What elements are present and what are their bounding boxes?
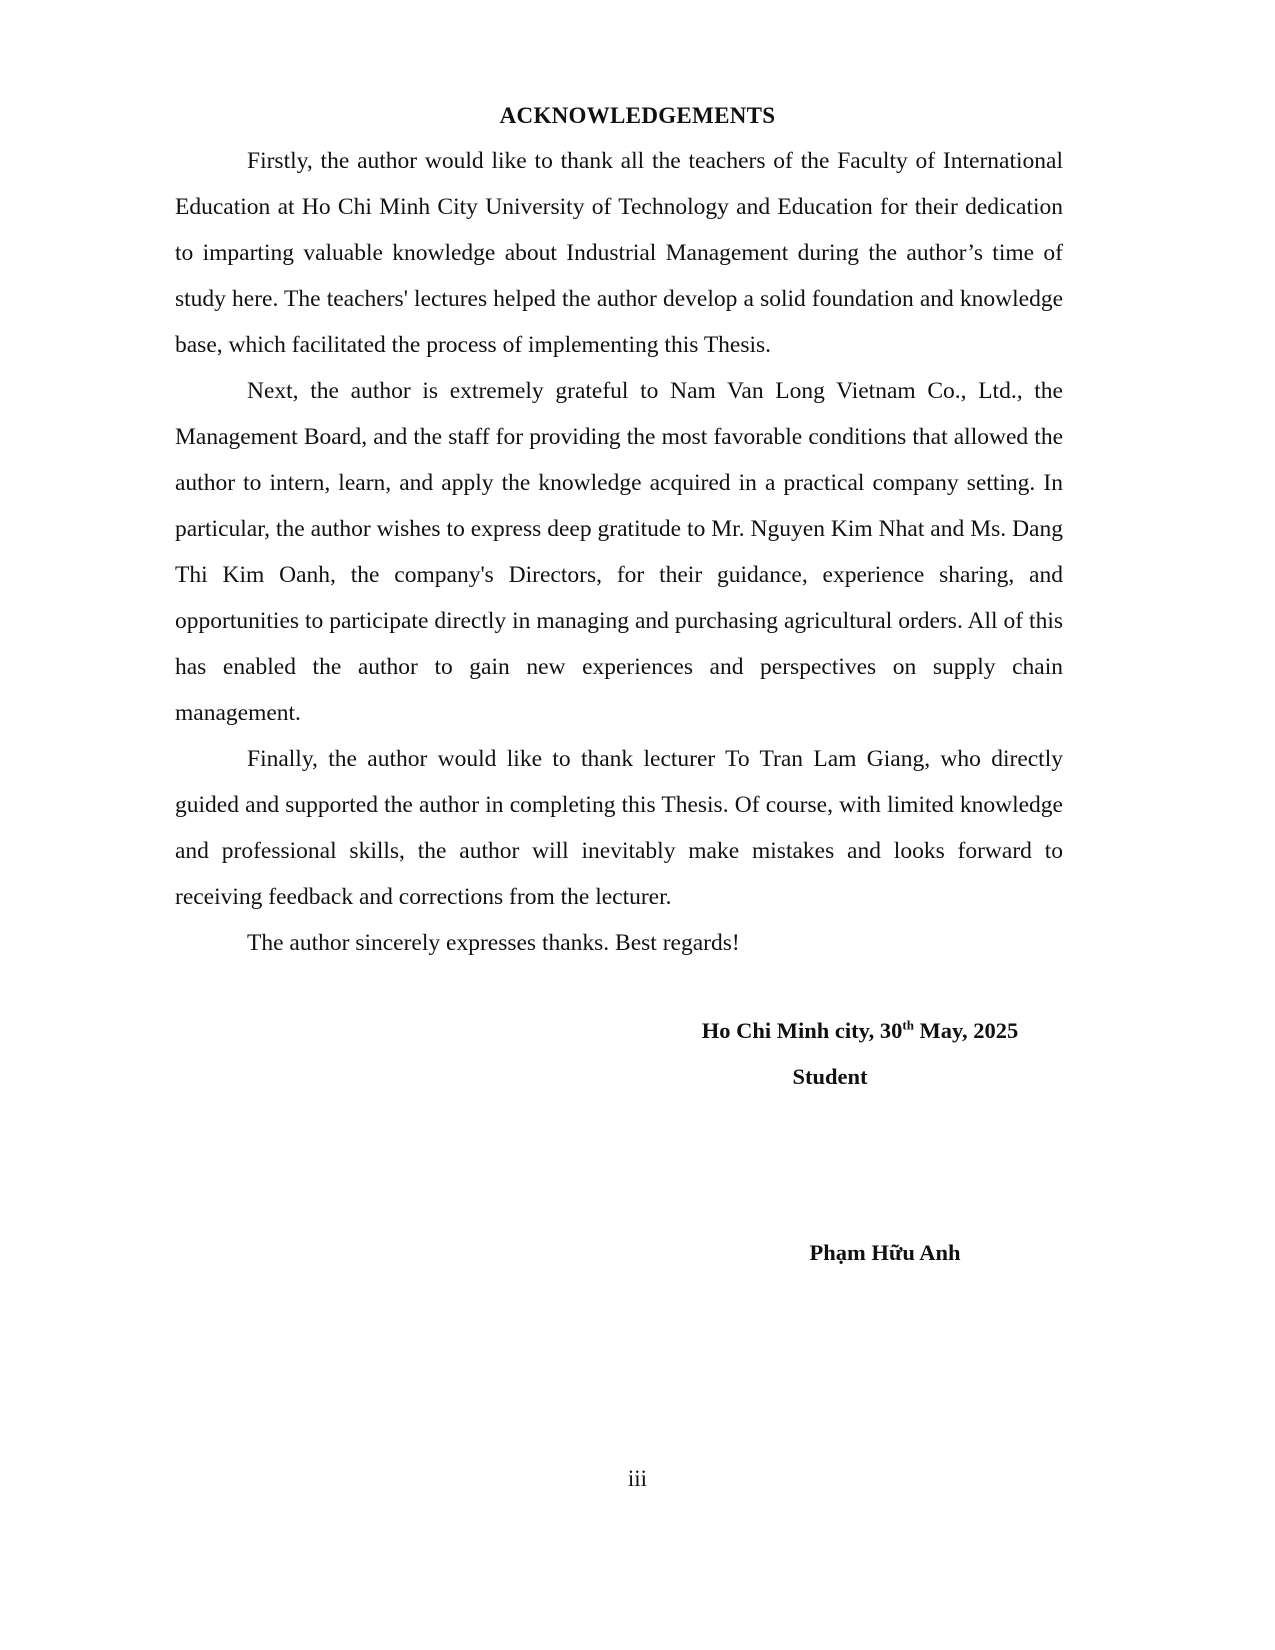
page-title: ACKNOWLEDGEMENTS: [499, 103, 776, 128]
signature-role: Student: [792, 1064, 868, 1089]
page-number: iii: [627, 1466, 648, 1491]
signature-name: Phạm Hữu Anh: [809, 1240, 961, 1265]
paragraph-1: Firstly, the author would like to thank all the teachers of the Faculty of International Education at Ho Chi Minh City University of Technology and Education for their dedication to imparting valuable knowledge about Industrial Management during the author’s time of study here. The teachers' lectures helped the author develop a solid foundation and knowledge base, which facilitated the process of implementing this Thesis.: [175, 148, 1063, 358]
paragraph-3: Finally, the author would like to thank lecturer To Tran Lam Giang, who directly guided and supported the author in completing this Thesis. Of course, with limited knowledge and professional skills, the author will inevitably make mistakes and looks forward to receiving feedback and corrections from the lecturer.: [175, 746, 1063, 910]
paragraph-2: Next, the author is extremely grateful to Nam Van Long Vietnam Co., Ltd., the Management Board, and the staff for providing the most favorable conditions that allowed the author to intern, learn, and apply the knowledge acquired in a practical company setting. In particular, the author wishes to express deep gratitude to Mr. Nguyen Kim Nhat and Ms. Dang Thi Kim Oanh, the company's Directors, for their guidance, experience sharing, and opportunities to participate directly in managing and purchasing agricultural orders. All of this has enabled the author to gain new experiences and perspectives on supply chain management.: [175, 378, 1063, 726]
signature-place: Ho Chi Minh city, 30: [701, 1018, 903, 1043]
signature-place-date: [650, 1018, 1070, 1044]
closing-line: The author sincerely expresses thanks. Best regards!: [247, 930, 740, 956]
date-ordinal-suffix: th: [902, 1017, 914, 1033]
signature-date: May, 2025: [913, 1018, 1019, 1043]
body-text: [175, 138, 1063, 966]
